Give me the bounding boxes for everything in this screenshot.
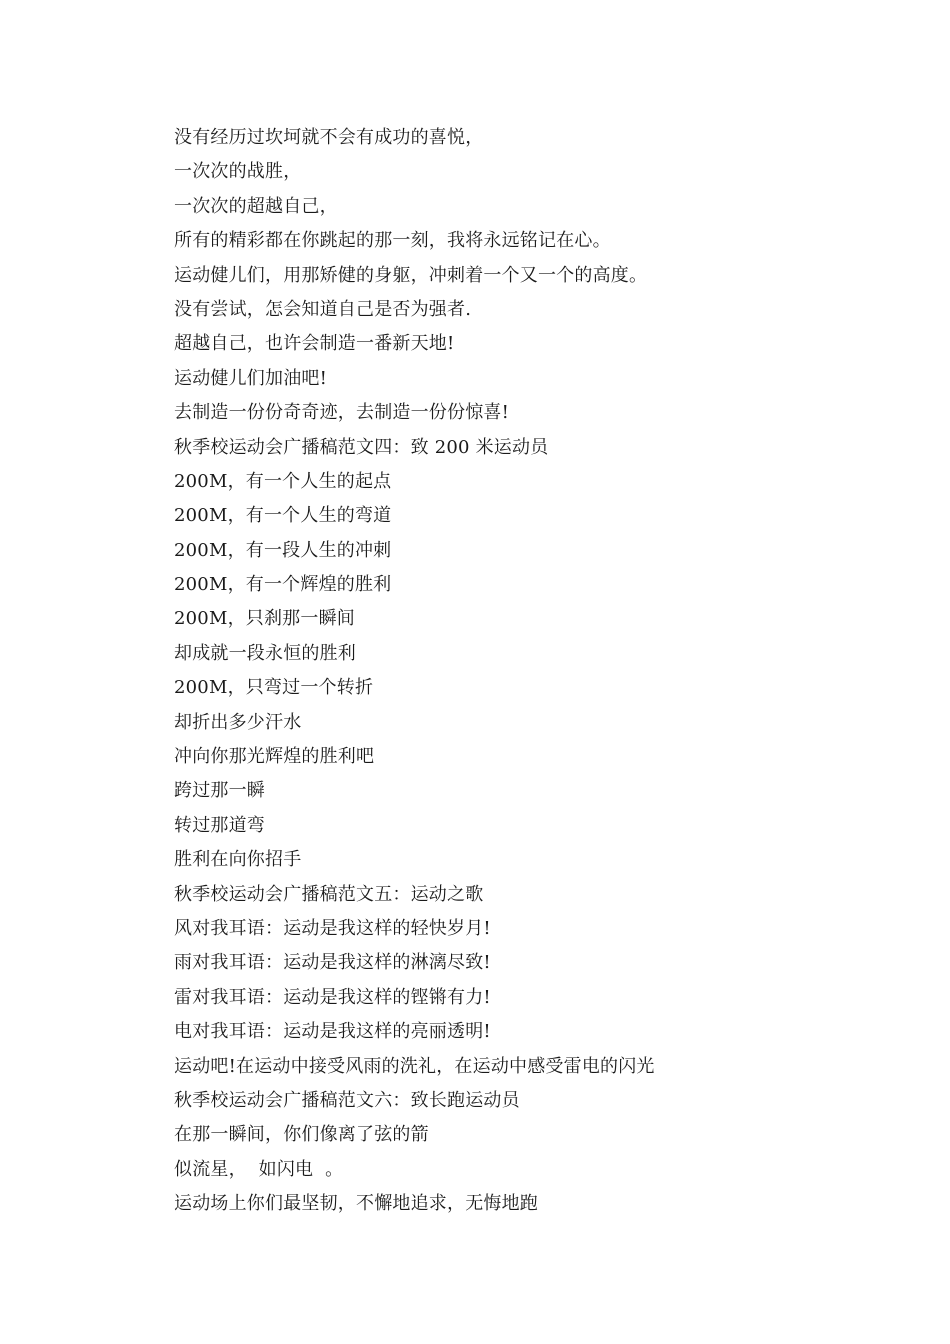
text-line: 运动吧!在运动中接受风雨的洗礼，在运动中感受雷电的闪光 [174, 1055, 655, 1077]
text-line: 冲向你那光辉煌的胜利吧 [174, 746, 375, 768]
text-line: 却成就一段永恒的胜利 [174, 642, 356, 664]
text-line: 200M，有一段人生的冲刺 [174, 539, 392, 561]
section-heading: 秋季校运动会广播稿范文五：运动之歌 [174, 883, 484, 905]
text-line: 却折出多少汗水 [174, 711, 302, 733]
text-line: 雨对我耳语：运动是我这样的淋漓尽致! [174, 952, 491, 974]
text-line: 200M，有一个人生的弯道 [174, 505, 392, 527]
text-line: 没有尝试，怎会知道自己是否为强者. [174, 298, 472, 320]
text-line: 200M，只刹那一瞬间 [174, 608, 355, 630]
text-line: 电对我耳语：运动是我这样的亮丽透明! [174, 1021, 491, 1043]
text-line: 200M，有一个人生的起点 [174, 470, 392, 492]
text-line: 超越自己，也许会制造一番新天地! [174, 333, 455, 355]
text-line: 运动健儿们加油吧! [174, 367, 328, 389]
text-line: 200M，有一个辉煌的胜利 [174, 574, 392, 596]
text-line: 在那一瞬间，你们像离了弦的箭 [174, 1124, 429, 1146]
document-body [174, 121, 874, 1222]
text-line: 转过那道弯 [174, 814, 265, 836]
text-line: 跨过那一瞬 [174, 780, 265, 802]
text-line: 没有经历过坎坷就不会有成功的喜悦， [174, 127, 484, 148]
text-line: 去制造一份份奇奇迹，去制造一份份惊喜! [174, 402, 510, 424]
text-line: 一次次的超越自己， [174, 195, 338, 217]
section-heading: 秋季校运动会广播稿范文六：致长跑运动员 [174, 1089, 520, 1111]
text-line: 风对我耳语：运动是我这样的轻快岁月! [174, 917, 491, 939]
text-line: 胜利在向你招手 [174, 849, 302, 871]
text-line: 运动健儿们，用那矫健的身躯，冲刺着一个又一个的高度。 [174, 264, 648, 286]
text-line: 雷对我耳语：运动是我这样的铿锵有力! [174, 986, 491, 1008]
text-line: 所有的精彩都在你跳起的那一刻，我将永远铭记在心。 [174, 230, 611, 252]
text-line: 一次次的战胜， [174, 161, 302, 183]
text-line: 似流星， 如闪电 。 [174, 1158, 344, 1180]
text-line: 200M，只弯过一个转折 [174, 677, 374, 699]
section-heading: 秋季校运动会广播稿范文四：致 200 米运动员 [174, 436, 549, 458]
text-line: 运动场上你们最坚韧，不懈地追求，无悔地跑 [174, 1193, 538, 1215]
